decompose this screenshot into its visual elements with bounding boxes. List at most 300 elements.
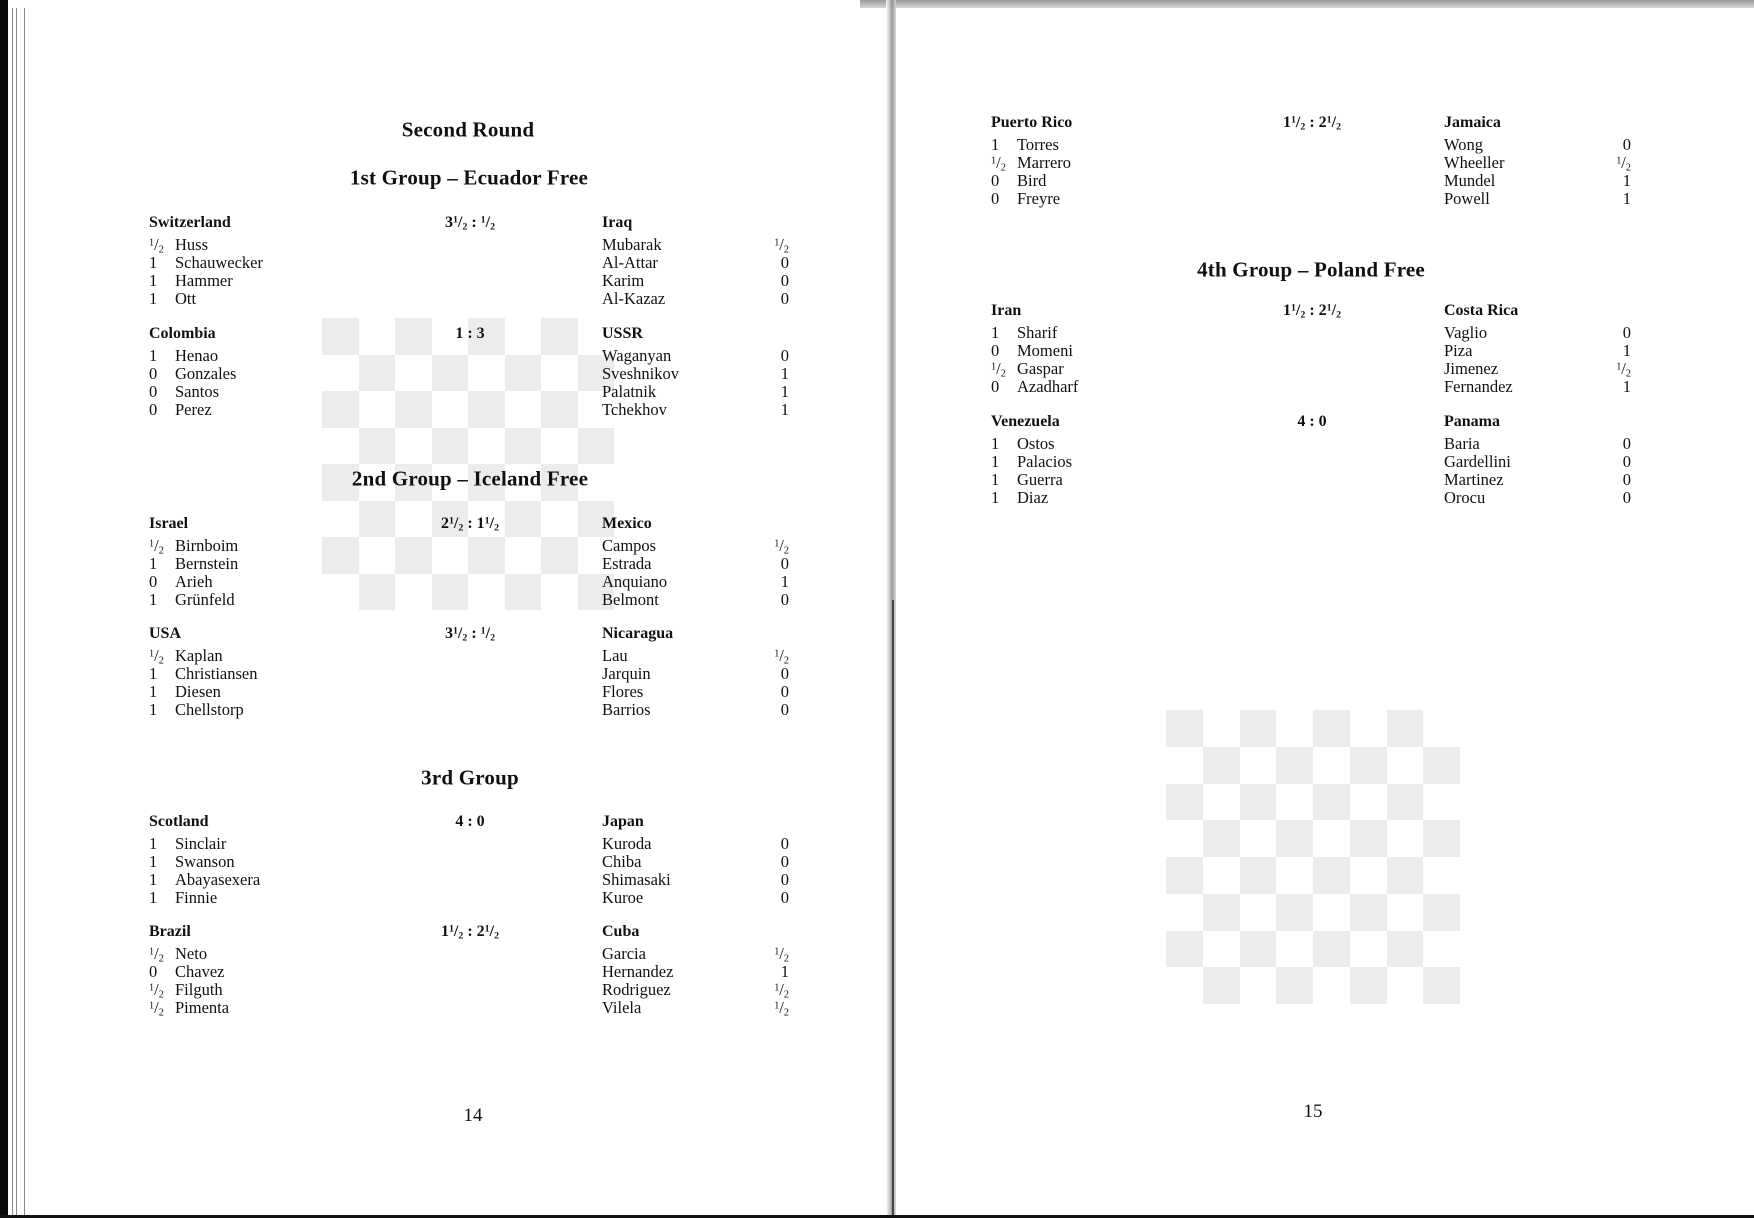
bleed-through-square bbox=[1313, 931, 1350, 968]
player-points: 1 bbox=[149, 851, 158, 871]
player-name: Momeni bbox=[1017, 340, 1073, 360]
bleed-through-square bbox=[1203, 967, 1240, 1004]
player-name: Ostos bbox=[1017, 434, 1055, 453]
player-points: 0 bbox=[991, 170, 1000, 190]
player-name: Sinclair bbox=[175, 834, 227, 853]
player-points: $^1/_2$ bbox=[991, 152, 1006, 174]
group-heading: 3rd Group bbox=[421, 765, 519, 790]
bleed-through-square bbox=[1240, 931, 1277, 968]
bleed-through-square bbox=[359, 501, 396, 538]
match-score: $1^1/_2$ : $2^1/_2$ bbox=[1282, 302, 1342, 321]
player-name: Filguth bbox=[175, 979, 223, 999]
player-points: $^1/_2$ bbox=[149, 235, 164, 256]
bleed-through-square bbox=[1203, 894, 1240, 931]
away-player-name: Campos bbox=[602, 536, 657, 555]
away-player-points: 1 bbox=[1622, 376, 1631, 396]
away-team-name: Jamaica bbox=[1444, 114, 1501, 131]
page-number: 15 bbox=[1303, 1101, 1323, 1122]
player-points: 0 bbox=[991, 376, 1000, 396]
player-name: Perez bbox=[175, 399, 212, 419]
home-player-row bbox=[149, 289, 196, 309]
player-name: Marrero bbox=[1017, 152, 1072, 172]
player-name: Pimenta bbox=[175, 997, 230, 1017]
away-player-points: 1 bbox=[780, 571, 789, 591]
player-name: Kaplan bbox=[175, 646, 223, 665]
player-name: Diesen bbox=[175, 681, 221, 701]
home-team-name: Venezuela bbox=[991, 413, 1060, 430]
bleed-through-square bbox=[1276, 931, 1313, 968]
bleed-through-square bbox=[432, 428, 469, 465]
away-player-points: 0 bbox=[780, 252, 789, 272]
player-points: 1 bbox=[149, 887, 158, 907]
match-score: $3^1/_2$ : $^1/_2$ bbox=[444, 214, 496, 233]
player-points: $^1/_2$ bbox=[149, 536, 164, 557]
away-player-name: Mubarak bbox=[602, 235, 662, 254]
bleed-through-square bbox=[395, 318, 432, 355]
bleed-through-square bbox=[359, 574, 396, 611]
player-points: 1 bbox=[149, 834, 158, 853]
away-team-name: Cuba bbox=[602, 923, 640, 940]
away-player-name: Kuroe bbox=[602, 887, 644, 907]
group-heading: 1st Group – Ecuador Free bbox=[349, 165, 589, 190]
bleed-through-square bbox=[432, 537, 469, 574]
away-player-name: Jimenez bbox=[1444, 358, 1499, 378]
home-team-name: Puerto Rico bbox=[991, 114, 1073, 131]
bleed-through-square bbox=[1240, 710, 1277, 747]
player-points: 0 bbox=[991, 340, 1000, 360]
player-points: 1 bbox=[149, 589, 158, 609]
bleed-through-square bbox=[541, 391, 578, 428]
away-player-name: Tchekhov bbox=[602, 399, 667, 419]
bleed-through-square bbox=[505, 501, 542, 538]
away-player-points: 0 bbox=[1622, 487, 1631, 507]
away-player-name: Powell bbox=[1444, 188, 1490, 208]
player-points: 0 bbox=[991, 188, 1000, 208]
player-points: 1 bbox=[149, 681, 158, 701]
away-player-points: 0 bbox=[1622, 323, 1631, 342]
bleed-through-square bbox=[1423, 784, 1460, 821]
bleed-through-square bbox=[1166, 710, 1203, 747]
bleed-through-square bbox=[1423, 894, 1460, 931]
away-team-name: Mexico bbox=[602, 515, 652, 532]
player-name: Torres bbox=[1017, 135, 1059, 154]
away-player-name: Sveshnikov bbox=[602, 363, 680, 383]
away-player-name: Wheeller bbox=[1444, 152, 1505, 172]
player-name: Hammer bbox=[175, 270, 233, 290]
player-points: 0 bbox=[149, 961, 158, 981]
book-spine-shadow bbox=[892, 600, 894, 1218]
away-player-points: 0 bbox=[780, 270, 789, 290]
group-heading: 4th Group – Poland Free bbox=[1197, 257, 1425, 282]
player-points: 1 bbox=[149, 553, 158, 573]
bleed-through-square bbox=[1423, 710, 1460, 747]
bleed-through-square bbox=[1387, 931, 1424, 968]
away-player-points: 1 bbox=[1622, 340, 1631, 360]
player-name: Chellstorp bbox=[175, 699, 244, 719]
bleed-through-square bbox=[505, 428, 542, 465]
bleed-through-square bbox=[1166, 820, 1203, 857]
away-player-name: Chiba bbox=[602, 851, 642, 871]
match-score: $1^1/_2$ : $2^1/_2$ bbox=[440, 923, 500, 942]
bleed-through-square bbox=[1423, 857, 1460, 894]
bleed-through-square bbox=[468, 355, 505, 392]
bleed-through-square bbox=[468, 391, 505, 428]
bleed-through-square bbox=[541, 574, 578, 611]
player-name: Schauwecker bbox=[175, 252, 263, 272]
away-player-name: Estrada bbox=[602, 553, 652, 573]
bleed-through-square bbox=[1313, 710, 1350, 747]
bleed-through-square bbox=[1203, 710, 1240, 747]
home-team-name: Brazil bbox=[149, 923, 191, 940]
bleed-through-square bbox=[322, 391, 359, 428]
player-points: 0 bbox=[149, 363, 158, 383]
player-points: 1 bbox=[991, 434, 1000, 453]
bleed-through-square bbox=[1276, 710, 1313, 747]
player-points: $^1/_2$ bbox=[149, 646, 164, 667]
bleed-through-square bbox=[395, 537, 432, 574]
away-player-name: Wong bbox=[1444, 135, 1484, 154]
away-player-points: $^1/_2$ bbox=[774, 235, 789, 256]
away-player-name: Lau bbox=[602, 646, 628, 665]
page-edge-line bbox=[24, 8, 25, 1218]
away-player-points: 0 bbox=[780, 288, 789, 308]
home-player-row bbox=[991, 377, 1078, 397]
bleed-through-chessboard bbox=[322, 318, 614, 610]
bleed-through-square bbox=[1313, 967, 1350, 1004]
away-player-points: $^1/_2$ bbox=[1616, 152, 1631, 174]
away-player-name: Garcia bbox=[602, 944, 646, 963]
bleed-through-square bbox=[1350, 894, 1387, 931]
bleed-through-square bbox=[468, 428, 505, 465]
bleed-through-square bbox=[1387, 894, 1424, 931]
player-name: Bird bbox=[1017, 170, 1047, 190]
away-player-name: Fernandez bbox=[1444, 376, 1513, 396]
bleed-through-square bbox=[1387, 710, 1424, 747]
away-player-name: Martinez bbox=[1444, 469, 1504, 489]
away-player-name: Gardellini bbox=[1444, 451, 1511, 471]
away-player-name: Waganyan bbox=[602, 346, 672, 365]
bleed-through-square bbox=[322, 428, 359, 465]
away-player-name: Belmont bbox=[602, 589, 659, 609]
home-player-row bbox=[991, 488, 1048, 508]
bleed-through-square bbox=[1276, 967, 1313, 1004]
bleed-through-square bbox=[1166, 894, 1203, 931]
home-player-row bbox=[149, 400, 212, 420]
bleed-through-square bbox=[505, 355, 542, 392]
bleed-through-square bbox=[395, 501, 432, 538]
player-points: 1 bbox=[149, 869, 158, 889]
away-player-points: 1 bbox=[1622, 188, 1631, 208]
away-player-name: Flores bbox=[602, 681, 644, 701]
bleed-through-square bbox=[1203, 784, 1240, 821]
bleed-through-square bbox=[1240, 747, 1277, 784]
player-name: Diaz bbox=[1017, 487, 1049, 507]
away-player-name: Al-Attar bbox=[602, 252, 658, 272]
bleed-through-square bbox=[505, 574, 542, 611]
away-player-points: $^1/_2$ bbox=[774, 997, 789, 1019]
away-player-points: 1 bbox=[780, 381, 789, 401]
bleed-through-square bbox=[1203, 747, 1240, 784]
away-player-points: 1 bbox=[1622, 170, 1631, 190]
player-points: 1 bbox=[991, 451, 1000, 471]
bleed-through-square bbox=[1240, 857, 1277, 894]
player-name: Santos bbox=[175, 381, 220, 401]
player-points: 1 bbox=[149, 288, 158, 308]
away-team-name: USSR bbox=[602, 325, 643, 342]
player-points: 1 bbox=[149, 663, 158, 683]
player-name: Palacios bbox=[1017, 451, 1072, 471]
bleed-through-square bbox=[468, 574, 505, 611]
bleed-through-square bbox=[395, 391, 432, 428]
player-name: Sharif bbox=[1017, 323, 1058, 342]
bleed-through-square bbox=[1276, 784, 1313, 821]
player-points: $^1/_2$ bbox=[149, 944, 164, 965]
player-points: 0 bbox=[149, 571, 158, 591]
bleed-through-square bbox=[1350, 784, 1387, 821]
bleed-through-square bbox=[1203, 857, 1240, 894]
away-player-name: Al-Kazaz bbox=[602, 288, 666, 308]
away-player-name: Mundel bbox=[1444, 170, 1496, 190]
bleed-through-square bbox=[1350, 820, 1387, 857]
bleed-through-square bbox=[1166, 967, 1203, 1004]
bleed-through-square bbox=[541, 501, 578, 538]
home-team-name: USA bbox=[149, 625, 182, 642]
player-name: Christiansen bbox=[175, 663, 258, 683]
bleed-through-square bbox=[1240, 967, 1277, 1004]
book-spine bbox=[886, 0, 896, 1218]
away-player-points: 0 bbox=[780, 869, 789, 889]
bleed-through-square bbox=[322, 355, 359, 392]
player-name: Grünfeld bbox=[175, 589, 235, 609]
bleed-through-square bbox=[1350, 747, 1387, 784]
bleed-through-square bbox=[1313, 784, 1350, 821]
player-points: 1 bbox=[991, 135, 1000, 154]
bleed-through-square bbox=[1423, 967, 1460, 1004]
bleed-through-chessboard bbox=[1166, 710, 1460, 1004]
bleed-through-square bbox=[322, 537, 359, 574]
home-team-name: Scotland bbox=[149, 813, 209, 830]
match-score: 4 : 0 bbox=[455, 813, 485, 830]
bleed-through-square bbox=[1276, 747, 1313, 784]
bleed-through-square bbox=[1387, 820, 1424, 857]
bleed-through-square bbox=[505, 391, 542, 428]
bleed-through-square bbox=[1350, 931, 1387, 968]
player-points: 0 bbox=[149, 381, 158, 401]
bleed-through-square bbox=[1166, 784, 1203, 821]
match-score: 1 : 3 bbox=[455, 325, 485, 342]
bleed-through-square bbox=[1240, 894, 1277, 931]
bleed-through-square bbox=[1387, 967, 1424, 1004]
bleed-through-square bbox=[1423, 820, 1460, 857]
bleed-through-square bbox=[1313, 820, 1350, 857]
player-name: Guerra bbox=[1017, 469, 1063, 489]
match-score: $2^1/_2$ : $1^1/_2$ bbox=[440, 515, 500, 534]
bleed-through-square bbox=[432, 574, 469, 611]
match-score: 4 : 0 bbox=[1297, 413, 1327, 430]
away-player-points: $^1/_2$ bbox=[774, 646, 789, 667]
player-points: 1 bbox=[149, 699, 158, 719]
bleed-through-square bbox=[322, 574, 359, 611]
bleed-through-square bbox=[1240, 784, 1277, 821]
away-player-name: Orocu bbox=[1444, 487, 1486, 507]
away-player-points: 0 bbox=[780, 346, 789, 365]
player-name: Gonzales bbox=[175, 363, 237, 383]
player-name: Arieh bbox=[175, 571, 213, 591]
round-title: Second Round bbox=[401, 117, 535, 142]
bleed-through-square bbox=[432, 355, 469, 392]
away-player-name: Vaglio bbox=[1444, 323, 1488, 342]
home-team-name: Colombia bbox=[149, 325, 216, 342]
away-player-points: 1 bbox=[780, 399, 789, 419]
home-team-name: Israel bbox=[149, 515, 189, 532]
home-player-row bbox=[991, 189, 1060, 209]
away-player-name: Hernandez bbox=[602, 961, 674, 981]
home-player-row bbox=[149, 998, 229, 1018]
away-player-points: 0 bbox=[780, 663, 789, 683]
bleed-through-square bbox=[541, 318, 578, 355]
player-name: Finnie bbox=[175, 887, 218, 907]
bleed-through-square bbox=[359, 428, 396, 465]
page-edge-line bbox=[16, 8, 17, 1218]
home-player-row bbox=[149, 888, 217, 908]
player-points: $^1/_2$ bbox=[149, 997, 164, 1019]
away-player-points: 0 bbox=[780, 834, 789, 853]
player-name: Gaspar bbox=[1017, 358, 1064, 378]
player-points: 1 bbox=[149, 252, 158, 272]
bleed-through-square bbox=[1387, 784, 1424, 821]
bleed-through-square bbox=[1387, 747, 1424, 784]
player-points: 0 bbox=[149, 399, 158, 419]
bleed-through-square bbox=[359, 391, 396, 428]
bleed-through-square bbox=[322, 501, 359, 538]
away-player-points: $^1/_2$ bbox=[774, 979, 789, 1001]
scan-edge-top bbox=[860, 0, 1754, 8]
player-points: 1 bbox=[991, 323, 1000, 342]
bleed-through-square bbox=[578, 428, 615, 465]
player-points: $^1/_2$ bbox=[991, 358, 1006, 380]
bleed-through-square bbox=[395, 574, 432, 611]
bleed-through-square bbox=[1313, 857, 1350, 894]
bleed-through-square bbox=[1423, 931, 1460, 968]
bleed-through-square bbox=[1240, 820, 1277, 857]
bleed-through-square bbox=[359, 318, 396, 355]
away-team-name: Japan bbox=[602, 813, 644, 830]
away-player-points: 0 bbox=[780, 851, 789, 871]
away-player-points: 0 bbox=[780, 681, 789, 701]
bleed-through-square bbox=[432, 391, 469, 428]
home-team-name: Switzerland bbox=[149, 214, 231, 231]
bleed-through-square bbox=[541, 428, 578, 465]
away-player-points: $^1/_2$ bbox=[774, 536, 789, 557]
bleed-through-square bbox=[468, 537, 505, 574]
away-player-name: Barrios bbox=[602, 699, 651, 719]
away-player-points: 1 bbox=[780, 961, 789, 981]
bleed-through-square bbox=[395, 428, 432, 465]
bleed-through-square bbox=[1423, 747, 1460, 784]
bleed-through-square bbox=[1276, 820, 1313, 857]
scan-edge-left bbox=[0, 0, 8, 1218]
player-points: 1 bbox=[149, 346, 158, 365]
away-team-name: Nicaragua bbox=[602, 625, 674, 642]
player-points: 1 bbox=[991, 487, 1000, 507]
away-player-points: 1 bbox=[780, 363, 789, 383]
bleed-through-square bbox=[1313, 894, 1350, 931]
bleed-through-square bbox=[541, 355, 578, 392]
player-name: Freyre bbox=[1017, 188, 1061, 208]
bleed-through-square bbox=[1350, 710, 1387, 747]
bleed-through-square bbox=[1350, 857, 1387, 894]
away-team-name: Iraq bbox=[602, 214, 633, 231]
player-name: Swanson bbox=[175, 851, 235, 871]
away-player-name: Jarquin bbox=[602, 663, 651, 683]
bleed-through-square bbox=[1166, 931, 1203, 968]
bleed-through-square bbox=[1313, 747, 1350, 784]
away-player-points: 0 bbox=[780, 589, 789, 609]
bleed-through-square bbox=[1166, 857, 1203, 894]
away-player-points: 0 bbox=[780, 553, 789, 573]
away-player-name: Vilela bbox=[602, 997, 642, 1017]
away-player-points: 0 bbox=[1622, 434, 1631, 453]
page-edge-line bbox=[12, 8, 13, 1218]
bleed-through-square bbox=[1276, 894, 1313, 931]
bleed-through-square bbox=[359, 537, 396, 574]
player-name: Abayasexera bbox=[175, 869, 261, 889]
away-player-points: 0 bbox=[1622, 135, 1631, 154]
player-points: 1 bbox=[991, 469, 1000, 489]
page-number: 14 bbox=[463, 1105, 483, 1126]
away-player-name: Palatnik bbox=[602, 381, 657, 401]
bleed-through-square bbox=[1276, 857, 1313, 894]
away-player-name: Piza bbox=[1444, 340, 1473, 360]
away-player-points: $^1/_2$ bbox=[774, 944, 789, 965]
match-score: $1^1/_2$ : $2^1/_2$ bbox=[1282, 114, 1342, 133]
bleed-through-square bbox=[359, 355, 396, 392]
away-player-name: Baria bbox=[1444, 434, 1480, 453]
away-player-name: Karim bbox=[602, 270, 645, 290]
away-player-points: 0 bbox=[780, 887, 789, 907]
player-name: Bernstein bbox=[175, 553, 239, 573]
away-player-name: Rodriguez bbox=[602, 979, 671, 999]
match-score: $3^1/_2$ : $^1/_2$ bbox=[444, 625, 496, 644]
bleed-through-square bbox=[322, 318, 359, 355]
bleed-through-square bbox=[1203, 931, 1240, 968]
player-name: Birnboim bbox=[175, 536, 239, 555]
bleed-through-square bbox=[541, 537, 578, 574]
player-name: Neto bbox=[175, 944, 208, 963]
player-name: Azadharf bbox=[1017, 376, 1079, 396]
player-name: Ott bbox=[175, 288, 197, 308]
bleed-through-square bbox=[505, 537, 542, 574]
away-player-points: 0 bbox=[1622, 469, 1631, 489]
home-player-row bbox=[149, 590, 235, 610]
bleed-through-square bbox=[1350, 967, 1387, 1004]
away-team-name: Costa Rica bbox=[1444, 302, 1519, 319]
away-team-name: Panama bbox=[1444, 413, 1500, 430]
home-player-row bbox=[149, 700, 244, 720]
away-player-name: Shimasaki bbox=[602, 869, 671, 889]
player-name: Henao bbox=[175, 346, 219, 365]
away-player-name: Kuroda bbox=[602, 834, 652, 853]
bleed-through-square bbox=[1166, 747, 1203, 784]
bleed-through-square bbox=[395, 355, 432, 392]
away-player-points: $^1/_2$ bbox=[1616, 358, 1631, 380]
bleed-through-square bbox=[1387, 857, 1424, 894]
player-points: 1 bbox=[149, 270, 158, 290]
bleed-through-square bbox=[1203, 820, 1240, 857]
group-heading: 2nd Group – Iceland Free bbox=[351, 466, 589, 491]
player-name: Huss bbox=[175, 235, 209, 254]
player-points: $^1/_2$ bbox=[149, 979, 164, 1001]
